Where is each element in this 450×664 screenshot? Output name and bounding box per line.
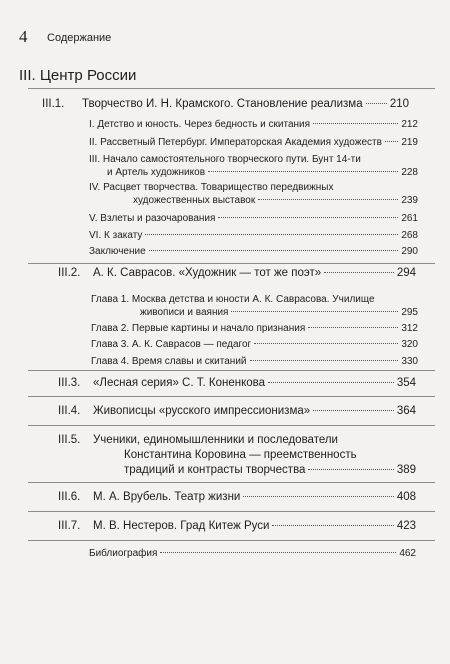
- page-number: 4: [19, 27, 28, 46]
- divider: [28, 511, 435, 512]
- subentry-title: Глава 1. Москва детства и юности А. К. Саврасова. Училище: [91, 294, 375, 305]
- toc-subentry[interactable]: [91, 338, 418, 351]
- entry-title: Ученики, единомышленники и последователи: [93, 434, 338, 446]
- entry-title: «Лесная серия» С. Т. Коненкова: [93, 377, 266, 389]
- toc-entry-iii-5[interactable]: [58, 433, 416, 478]
- subentry-page: 261: [401, 213, 418, 224]
- subentry-page: 239: [401, 195, 418, 206]
- subentry-page: 290: [401, 246, 418, 257]
- dot-leader: [258, 199, 398, 200]
- toc-subentry[interactable]: [89, 181, 418, 207]
- section-title: III. Центр России: [19, 67, 137, 84]
- toc-subentry[interactable]: [89, 136, 418, 149]
- subentry-title-cont: и Артель художников: [107, 167, 206, 178]
- dot-leader: [160, 552, 396, 553]
- subentry-page: 312: [401, 323, 418, 334]
- entry-number: III.2.: [58, 267, 81, 279]
- entry-page: 408: [396, 491, 416, 503]
- dot-leader: [268, 382, 394, 383]
- toc-subentry[interactable]: [89, 229, 418, 242]
- entry-page: 294: [396, 267, 416, 279]
- entry-page: 462: [399, 548, 416, 559]
- entry-title-cont: Константина Коровина — преемственность: [124, 449, 357, 461]
- subentry-page: 320: [401, 339, 418, 350]
- dot-leader: [324, 272, 394, 273]
- entry-page: 423: [396, 520, 416, 532]
- dot-leader: [385, 141, 398, 142]
- subentry-title: Глава 4. Время славы и скитаний: [91, 356, 247, 367]
- subentry-title: V. Взлеты и разочарования: [89, 213, 216, 224]
- toc-entry-iii-6[interactable]: [58, 490, 416, 505]
- divider: [28, 425, 435, 426]
- dot-leader: [231, 311, 398, 312]
- subentry-title: II. Рассветный Петербург. Императорская Академия художеств: [89, 137, 382, 148]
- dot-leader: [145, 234, 398, 235]
- dot-leader: [254, 343, 398, 344]
- toc-subentry[interactable]: [89, 245, 418, 258]
- entry-title-cont: традиций и контрасты творчества: [124, 464, 306, 476]
- toc-entry-iii-2[interactable]: [58, 266, 416, 281]
- entry-page: 389: [396, 464, 416, 476]
- toc-subentry[interactable]: [91, 293, 418, 319]
- subentry-title: IV. Расцвет творчества. Товарищество передвижных: [89, 182, 334, 193]
- entry-title: А. К. Саврасов. «Художник — тот же поэт»: [93, 267, 322, 279]
- entry-number: III.5.: [58, 434, 81, 446]
- toc-entry-iii-1[interactable]: [42, 97, 409, 112]
- running-header-title: Содержание: [47, 32, 112, 44]
- subentry-page: 330: [401, 356, 418, 367]
- divider: [28, 370, 435, 371]
- subentry-page: 295: [401, 307, 418, 318]
- subentry-title: Глава 2. Первые картины и начало признания: [91, 323, 306, 334]
- subentry-title: I. Детство и юность. Через бедность и скитания: [89, 119, 311, 130]
- dot-leader: [313, 123, 398, 124]
- divider: [28, 396, 435, 397]
- dot-leader: [250, 360, 399, 361]
- dot-leader: [218, 217, 398, 218]
- subentry-page: 268: [401, 230, 418, 241]
- subentry-page: 228: [401, 167, 418, 178]
- toc-subentry[interactable]: [91, 322, 418, 335]
- subentry-title: VI. К закату: [89, 230, 143, 241]
- divider: [28, 482, 435, 483]
- dot-leader: [243, 496, 393, 497]
- dot-leader: [149, 250, 399, 251]
- entry-number: III.6.: [58, 491, 81, 503]
- dot-leader: [366, 103, 387, 104]
- subentry-title: Заключение: [89, 246, 146, 257]
- subentry-page: 219: [401, 137, 418, 148]
- toc-subentry[interactable]: [89, 118, 418, 131]
- subentry-title: III. Начало самостоятельного творческого пути. Бунт 14-ти: [89, 154, 361, 165]
- entry-number: III.3.: [58, 377, 81, 389]
- entry-number: III.4.: [58, 405, 81, 417]
- entry-title: Живописцы «русского импрессионизма»: [93, 405, 311, 417]
- toc-entry-iii-3[interactable]: [58, 376, 416, 391]
- divider: [28, 263, 435, 264]
- toc-subentry[interactable]: [89, 212, 418, 225]
- subentry-title: Глава 3. А. К. Саврасов — педагог: [91, 339, 252, 350]
- subentry-title-cont: живописи и ваяния: [140, 307, 229, 318]
- entry-page: 210: [389, 98, 409, 110]
- toc-entry-iii-7[interactable]: [58, 519, 416, 534]
- entry-page: 354: [396, 377, 416, 389]
- entry-title: Творчество И. Н. Крамского. Становление реализма: [82, 98, 363, 110]
- entry-number: III.1.: [42, 98, 65, 110]
- dot-leader: [308, 327, 398, 328]
- subentry-title-cont: художественных выставок: [133, 195, 256, 206]
- dot-leader: [313, 410, 394, 411]
- toc-subentry[interactable]: [91, 355, 418, 368]
- entry-title: М. В. Нестеров. Град Китеж Руси: [93, 520, 270, 532]
- toc-entry-iii-4[interactable]: [58, 404, 416, 419]
- dot-leader: [308, 469, 393, 470]
- entry-page: 364: [396, 405, 416, 417]
- entry-number: III.7.: [58, 520, 81, 532]
- divider: [28, 88, 435, 89]
- toc-subentry[interactable]: [89, 153, 418, 179]
- entry-title: Библиография: [89, 548, 158, 559]
- dot-leader: [272, 525, 393, 526]
- divider: [28, 540, 435, 541]
- toc-entry-bibliography[interactable]: [89, 547, 416, 560]
- dot-leader: [208, 171, 398, 172]
- subentry-page: 212: [401, 119, 418, 130]
- entry-title: М. А. Врубель. Театр жизни: [93, 491, 241, 503]
